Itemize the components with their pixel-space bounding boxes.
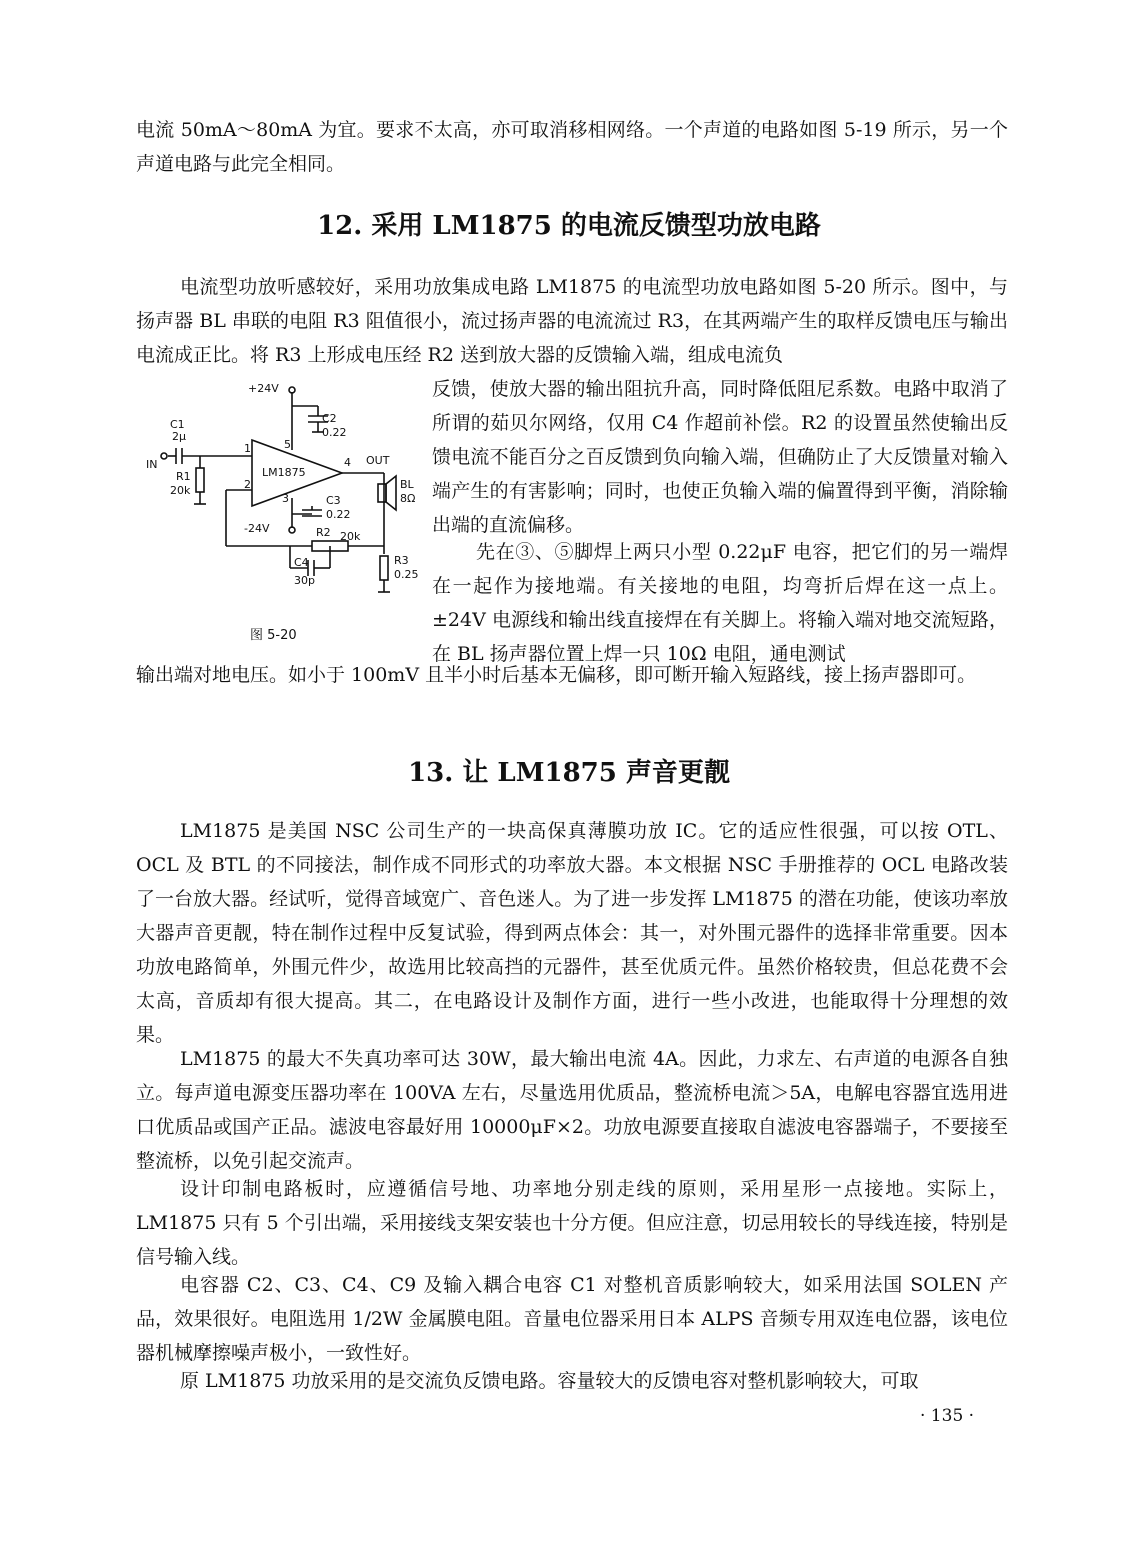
label-c1: C1: [170, 418, 185, 431]
label-c3-value: 0.22: [326, 508, 351, 521]
circuit-figure: [140, 378, 430, 606]
label-pin-3: 3: [282, 492, 289, 505]
section-12-paragraph-2: 先在③、⑤脚焊上两只小型 0.22μF 电容，把它们的另一端焊在一起作为接地端。有关接地的电阻，均弯折后焊在这一点上。±24V 电源线和输出线直接焊在有关脚上。将输入端对地交流短路，在 BL 扬声器位置上焊一只 10Ω 电阻，通电测试: [432, 541, 1008, 665]
label-supply-pos: +24V: [248, 382, 279, 395]
label-r2-value: 20k: [340, 530, 361, 543]
label-in: IN: [146, 458, 158, 471]
section-12-paragraph-1: 电流型功放听感较好，采用功放集成电路 LM1875 的电流型功放电路如图 5-20 所示。图中，与扬声器 BL 串联的电阻 R3 阻值很小，流过扬声器的电流流过 R3，在其两端产生的取样反馈电压与输出电流成正比。将 R3 上形成电压经 R2 送到放大器的反馈输入端，组成电流负: [136, 276, 1008, 366]
label-r1: R1: [176, 470, 191, 483]
label-c3: C3: [326, 494, 341, 507]
label-r3: R3: [394, 554, 409, 567]
intro-paragraph: 电流 50mA～80mA 为宜。要求不太高，亦可取消移相网络。一个声道的电路如图 5-19 所示，另一个声道电路与此完全相同。: [136, 119, 1008, 175]
label-chip: LM1875: [262, 466, 306, 479]
section-13-paragraph-5: 原 LM1875 功放采用的是交流负反馈电路。容量较大的反馈电容对整机影响较大，可取: [180, 1370, 919, 1392]
section-13-paragraph-4: 电容器 C2、C3、C4、C9 及输入耦合电容 C1 对整机音质影响较大，如采用法国 SOLEN 产品，效果很好。电阻选用 1/2W 金属膜电阻。音量电位器采用日本 ALPS 音频专用双连电位器，该电位器机械摩擦噪声极小，一致性好。: [136, 1274, 1008, 1364]
label-pin-4: 4: [344, 456, 351, 469]
figure-caption: 图 5-20: [250, 628, 297, 643]
label-r3-value: 0.25: [394, 568, 419, 581]
section-12-paragraph-1-continued: 反馈，使放大器的输出阻抗升高，同时降低阻尼系数。电路中取消了所谓的茹贝尔网络，仅用 C4 作超前补偿。R2 的设置虽然使输出反馈电流不能百分之百反馈到负向输入端，但确防止了大反馈量对输入端产生的有害影响；同时，也使正负输入端的偏置得到平衡，消除输出端的直流偏移。: [432, 378, 1008, 536]
label-c4: C4: [294, 556, 309, 569]
label-pin-2: 2: [244, 478, 251, 491]
label-c1-value: 2μ: [172, 430, 186, 443]
label-c2-value: 0.22: [322, 426, 347, 439]
page-number: · 135 ·: [920, 1406, 975, 1426]
label-supply-neg: -24V: [244, 522, 270, 535]
section-13-paragraph-1: LM1875 是美国 NSC 公司生产的一块高保真薄膜功放 IC。它的适应性很强，可以按 OTL、OCL 及 BTL 的不同接法，制作成不同形式的功率放大器。本文根据 NSC 手册推荐的 OCL 电路改装了一台放大器。经试听，觉得音域宽广、音色迷人。为了进一步发挥 LM1875 的潜在功能，使该功率放大器声音更靓，特在制作过程中反复试验，得到两点体会：其一，对外围元器件的选择非常重要。因本功放电路简单，外围元件少，故选用比较高挡的元器件，甚至优质元件。虽然价格较贵，但总花费不会太高，音质却有很大提高。其二，在电路设计及制作方面，进行一些小改进，也能取得十分理想的效果。: [136, 820, 1008, 1046]
label-bl-value: 8Ω: [400, 492, 416, 505]
section-12-heading: 12. 采用 LM1875 的电流反馈型功放电路: [317, 211, 821, 241]
label-pin-5: 5: [284, 438, 291, 451]
label-pin-1: 1: [244, 442, 251, 455]
label-c4-value: 30p: [294, 574, 315, 587]
label-r1-value: 20k: [170, 484, 191, 497]
label-out: OUT: [366, 454, 390, 467]
section-13-paragraph-2: LM1875 的最大不失真功率可达 30W，最大输出电流 4A。因此，力求左、右声道的电源各自独立。每声道电源变压器功率在 100VA 左右，尽量选用优质品，整流桥电流＞5A，电解电容器宜选用进口优质品或国产正品。滤波电容最好用 10000μF×2。功放电源要直接取自滤波电容器端子，不要接至整流桥，以免引起交流声。: [136, 1048, 1008, 1172]
label-r2: R2: [316, 526, 331, 539]
section-12-paragraph-2-end: 输出端对地电压。如小于 100mV 且半小时后基本无偏移，即可断开输入短路线，接上扬声器即可。: [136, 664, 977, 686]
label-c2: C2: [322, 412, 337, 425]
section-13-paragraph-3: 设计印制电路板时，应遵循信号地、功率地分别走线的原则，采用星形一点接地。实际上，LM1875 只有 5 个引出端，采用接线支架安装也十分方便。但应注意，切忌用较长的导线连接，特别是信号输入线。: [136, 1178, 1008, 1268]
section-13-heading: 13. 让 LM1875 声音更靓: [408, 758, 730, 788]
label-bl: BL: [400, 478, 414, 491]
